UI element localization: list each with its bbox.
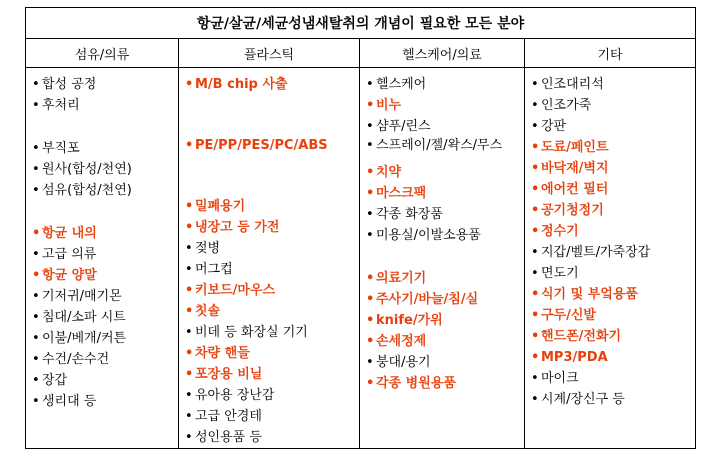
list-item <box>32 349 178 370</box>
list-item <box>531 326 695 347</box>
list-item <box>32 159 178 180</box>
list-spacer <box>185 156 359 196</box>
list-item-text: 에어컨 필터 <box>541 182 609 197</box>
bullet-icon: • <box>185 199 194 214</box>
list-item <box>531 284 695 305</box>
list-item-text: 생리대 등 <box>42 394 97 409</box>
list-item <box>32 265 178 286</box>
bullet-icon: • <box>531 371 539 386</box>
item-list-healthcare <box>360 68 524 394</box>
column-header-plastic: 플라스틱 <box>179 39 360 68</box>
bullet-icon: • <box>185 220 194 235</box>
list-item <box>366 183 524 204</box>
list-item-text: 차량 핸들 <box>195 346 250 361</box>
list-item-text: 성인용품 등 <box>195 430 262 445</box>
bullet-icon: • <box>32 247 40 262</box>
list-item <box>531 179 695 200</box>
list-item <box>32 180 178 201</box>
category-table-container <box>25 7 695 449</box>
bullet-icon: • <box>366 355 374 370</box>
list-item-text: 칫솔 <box>195 304 221 319</box>
list-item-text: M/B chip 사출 <box>195 77 288 92</box>
bullet-icon: • <box>32 310 40 325</box>
bullet-icon: • <box>531 77 539 92</box>
bullet-icon: • <box>531 350 540 365</box>
bullet-icon: • <box>366 138 374 153</box>
column-other <box>525 68 696 449</box>
bullet-icon: • <box>531 266 539 281</box>
column-textile <box>26 68 179 449</box>
list-item-text: 합성 공정 <box>42 77 97 92</box>
list-item <box>185 322 359 343</box>
column-header-other: 기타 <box>525 39 696 68</box>
list-item-text: 구두/신발 <box>541 308 596 323</box>
column-header-textile: 섬유/의류 <box>26 39 179 68</box>
list-item <box>32 370 178 391</box>
bullet-icon: • <box>366 207 374 222</box>
list-item <box>185 259 359 280</box>
list-item-text: PE/PP/PES/PC/ABS <box>195 138 328 153</box>
list-item-text: 고급 안경테 <box>195 409 262 424</box>
list-item-text: 비누 <box>376 98 402 113</box>
bullet-icon: • <box>32 162 40 177</box>
list-item <box>366 162 524 183</box>
bullet-icon: • <box>32 268 41 283</box>
list-item <box>531 368 695 389</box>
list-item-text: 비데 등 화장실 기기 <box>195 325 308 340</box>
list-item <box>185 238 359 259</box>
list-item-text: 인조대리석 <box>541 77 604 92</box>
list-spacer <box>32 201 178 223</box>
bullet-icon: • <box>531 140 540 155</box>
item-list-other <box>525 68 695 410</box>
bullet-icon: • <box>366 228 374 243</box>
column-plastic <box>179 68 360 449</box>
bullet-icon: • <box>32 77 40 92</box>
list-item-text: 치약 <box>376 165 402 180</box>
bullet-icon: • <box>32 352 40 367</box>
list-item <box>366 74 524 95</box>
list-item-text: 원사(합성/천연) <box>42 162 132 177</box>
list-item <box>185 301 359 322</box>
bullet-icon: • <box>185 77 194 92</box>
list-item-text: 머그컵 <box>195 262 233 277</box>
bullet-icon: • <box>185 283 194 298</box>
list-item-text: 포장용 비닐 <box>195 367 263 382</box>
list-item-text: 바닥재/벽지 <box>541 161 609 176</box>
bullet-icon: • <box>185 138 194 153</box>
list-item <box>185 343 359 364</box>
bullet-icon: • <box>32 373 40 388</box>
list-item-text: 마이크 <box>541 371 579 386</box>
list-item <box>531 305 695 326</box>
list-item-text: 수건/손수건 <box>42 352 110 367</box>
list-item <box>185 427 359 448</box>
bullet-icon: • <box>366 165 375 180</box>
list-item <box>366 116 524 137</box>
bullet-icon: • <box>366 376 375 391</box>
list-item-text: knife/가위 <box>376 313 443 328</box>
list-item <box>366 331 524 352</box>
list-item-text: 공기청정기 <box>541 203 604 218</box>
list-item <box>32 223 178 244</box>
list-item <box>366 373 524 394</box>
list-item <box>32 95 178 116</box>
list-item-text: 정수기 <box>541 224 579 239</box>
bullet-icon: • <box>531 161 540 176</box>
bullet-icon: • <box>185 325 193 340</box>
list-item <box>531 95 695 116</box>
list-item <box>32 138 178 159</box>
list-item <box>366 225 524 246</box>
list-item <box>32 244 178 265</box>
bullet-icon: • <box>32 331 40 346</box>
column-header-healthcare: 헬스케어/의료 <box>360 39 525 68</box>
list-item-text: 장갑 <box>42 373 68 388</box>
list-item <box>531 263 695 284</box>
list-item <box>32 74 178 95</box>
list-item-text: 항균 양말 <box>42 268 97 283</box>
list-item-text: 시계/장신구 등 <box>541 392 625 407</box>
list-item-text: 지갑/벨트/가죽장갑 <box>541 245 651 260</box>
list-item <box>531 389 695 410</box>
bullet-icon: • <box>185 262 193 277</box>
bullet-icon: • <box>32 183 40 198</box>
list-item <box>185 135 359 156</box>
bullet-icon: • <box>531 392 539 407</box>
list-item-text: 유아용 장난감 <box>195 388 275 403</box>
list-item-text: 밀폐용기 <box>195 199 246 214</box>
list-item-text: 스프레이/젤/왁스/무스 <box>376 138 503 153</box>
list-item <box>32 328 178 349</box>
list-item <box>531 158 695 179</box>
list-item-text: 식기 및 부엌용품 <box>541 287 638 302</box>
list-item <box>185 196 359 217</box>
list-item <box>32 307 178 328</box>
bullet-icon: • <box>32 226 41 241</box>
bullet-icon: • <box>531 119 539 134</box>
bullet-icon: • <box>366 313 375 328</box>
list-item-text: 헬스케어 <box>376 77 427 92</box>
bullet-icon: • <box>185 388 193 403</box>
bullet-icon: • <box>531 224 540 239</box>
list-item-text: 기저귀/매기몬 <box>42 289 122 304</box>
list-item <box>366 137 524 162</box>
list-item <box>185 364 359 385</box>
bullet-icon: • <box>185 409 193 424</box>
list-item-text: 젖병 <box>195 241 221 256</box>
list-item-text: 핸드폰/전화기 <box>541 329 622 344</box>
list-item-text: 냉장고 등 가전 <box>195 220 280 235</box>
list-item <box>32 391 178 412</box>
list-item-text: 이불/베개/커튼 <box>42 331 127 346</box>
list-item-text: 각종 병원용품 <box>376 376 456 391</box>
list-item-text: 각종 화장품 <box>376 207 443 222</box>
list-item-text: 손세정제 <box>376 334 427 349</box>
list-item <box>366 204 524 225</box>
bullet-icon: • <box>366 186 375 201</box>
bullet-icon: • <box>531 329 540 344</box>
bullet-icon: • <box>185 304 194 319</box>
bullet-icon: • <box>32 141 40 156</box>
bullet-icon: • <box>32 394 40 409</box>
bullet-icon: • <box>32 98 40 113</box>
list-spacer <box>32 116 178 138</box>
bullet-icon: • <box>185 367 194 382</box>
list-item-text: 고급 의류 <box>42 247 97 262</box>
list-item <box>531 221 695 242</box>
list-item-text: 침대/소파 시트 <box>42 310 126 325</box>
bullet-icon: • <box>531 203 540 218</box>
item-list-textile <box>26 68 178 412</box>
bullet-icon: • <box>531 308 540 323</box>
list-item <box>531 137 695 158</box>
list-spacer <box>185 95 359 135</box>
list-item-text: 후처리 <box>42 98 80 113</box>
list-item-text: 의료기기 <box>376 271 427 286</box>
list-item <box>185 280 359 301</box>
list-item-text: MP3/PDA <box>541 350 608 365</box>
list-item-text: 마스크팩 <box>376 186 427 201</box>
category-table <box>25 7 696 449</box>
bullet-icon: • <box>531 245 539 260</box>
bullet-icon: • <box>366 119 374 134</box>
bullet-icon: • <box>366 271 375 286</box>
bullet-icon: • <box>185 430 193 445</box>
list-item <box>531 242 695 263</box>
list-item-text: 면도기 <box>541 266 579 281</box>
list-item-text: 항균 내의 <box>42 226 97 241</box>
list-item-text: 강판 <box>541 119 567 134</box>
list-item-text: 미용실/이발소용품 <box>376 228 481 243</box>
bullet-icon: • <box>185 346 194 361</box>
list-item <box>531 347 695 368</box>
list-item <box>185 217 359 238</box>
bullet-icon: • <box>185 241 193 256</box>
table-title: 항균/살균/세균성냄새탈취의 개념이 필요한 모든 분야 <box>26 8 696 39</box>
list-item-text: 샴푸/린스 <box>376 119 431 134</box>
bullet-icon: • <box>366 98 375 113</box>
list-item <box>185 385 359 406</box>
list-item <box>531 74 695 95</box>
list-item <box>531 116 695 137</box>
list-item <box>366 310 524 331</box>
bullet-icon: • <box>366 292 375 307</box>
list-item-text: 부직포 <box>42 141 80 156</box>
list-item <box>366 289 524 310</box>
list-item <box>185 74 359 95</box>
list-item-text: 섬유(합성/천연) <box>42 183 132 198</box>
list-item <box>366 268 524 289</box>
list-item-text: 인조가죽 <box>541 98 592 113</box>
list-spacer <box>366 246 524 268</box>
list-item <box>366 352 524 373</box>
column-healthcare <box>360 68 525 449</box>
list-item-text: 도료/페인트 <box>541 140 609 155</box>
bullet-icon: • <box>366 334 375 349</box>
list-item <box>531 200 695 221</box>
list-item-text: 키보드/마우스 <box>195 283 276 298</box>
bullet-icon: • <box>531 182 540 197</box>
list-item <box>185 406 359 427</box>
bullet-icon: • <box>32 289 40 304</box>
bullet-icon: • <box>531 98 539 113</box>
bullet-icon: • <box>531 287 540 302</box>
list-item-text: 붕대/용기 <box>376 355 431 370</box>
list-item <box>32 286 178 307</box>
bullet-icon: • <box>366 77 374 92</box>
list-item-text: 주사기/바늘/침/실 <box>376 292 479 307</box>
item-list-plastic <box>179 68 359 448</box>
list-item <box>366 95 524 116</box>
